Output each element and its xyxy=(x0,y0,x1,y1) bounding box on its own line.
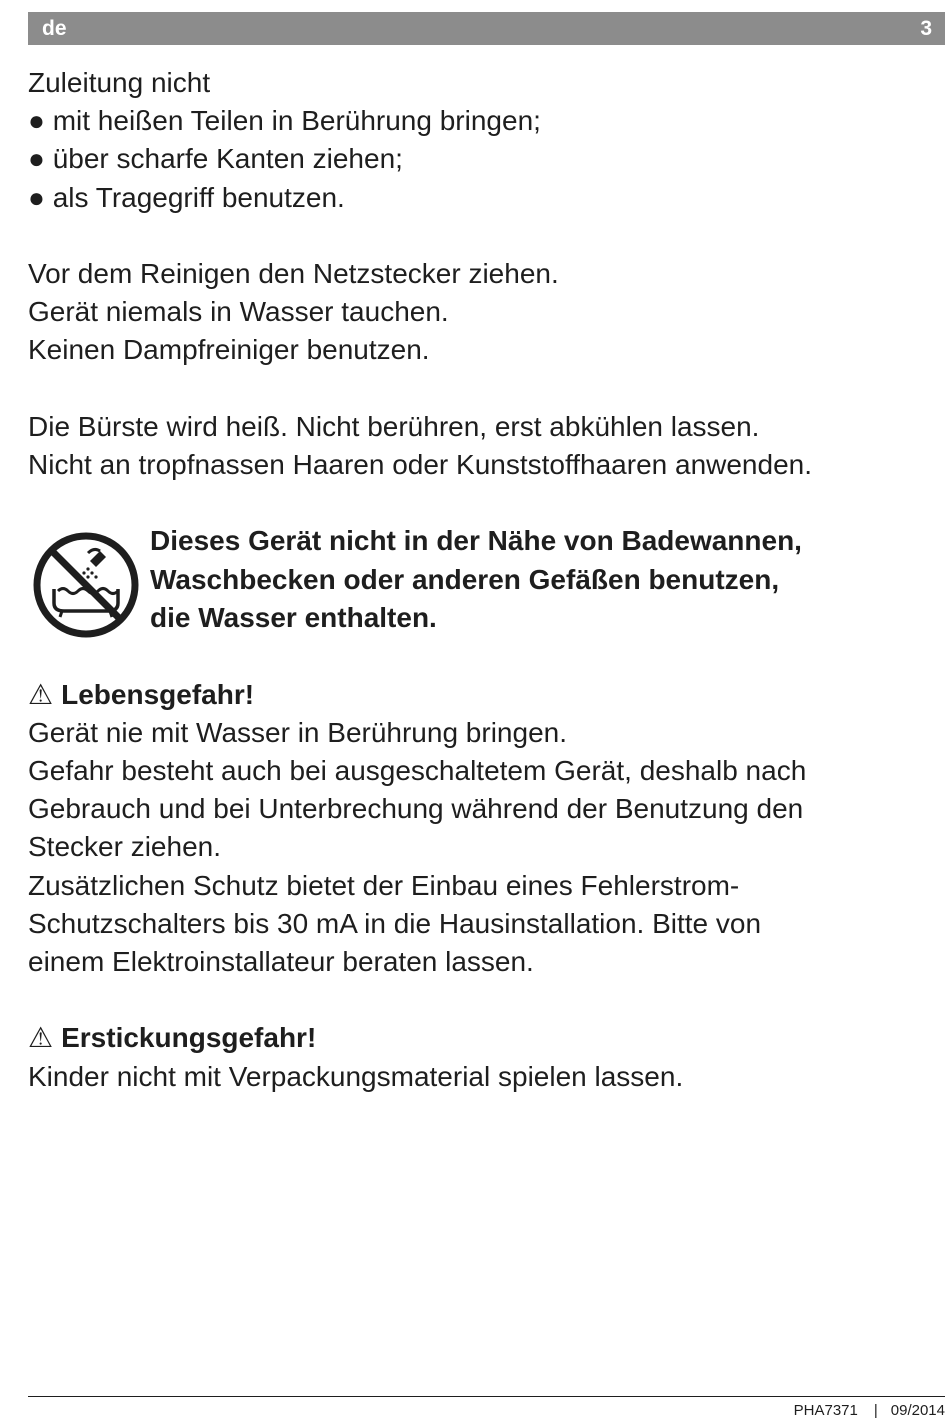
warning-triangle-icon: ⚠ xyxy=(28,1022,54,1054)
hot-brush-section xyxy=(28,408,928,484)
hot-brush-line: Nicht an tropfnassen Haaren oder Kunststoffhaaren anwenden. xyxy=(28,449,812,480)
life-danger-line: Schutzschalters bis 30 mA in die Hausinstallation. Bitte von xyxy=(28,907,762,939)
life-danger-line: Gefahr besteht auch bei ausgeschaltetem Gerät, deshalb nach xyxy=(28,754,807,786)
cord-section xyxy=(28,64,928,217)
suffocation-heading xyxy=(28,1019,928,1057)
water-warning-text xyxy=(150,522,802,637)
cleaning-line: Gerät niemals in Wasser tauchen. xyxy=(28,296,449,328)
no-bathtub-icon xyxy=(32,531,140,639)
cleaning-line: Keinen Dampfreiniger benutzen. xyxy=(28,334,430,366)
water-warning-line: Dieses Gerät nicht in der Nähe von Badewannen, xyxy=(150,525,802,557)
life-danger-section xyxy=(28,676,928,982)
footer xyxy=(794,1402,945,1419)
footer-divider xyxy=(28,1396,945,1397)
cleaning-section xyxy=(28,255,928,370)
cord-bullet: ● mit heißen Teilen in Berührung bringen; xyxy=(28,105,541,137)
life-danger-heading xyxy=(28,676,928,714)
suffocation-line: Kinder nicht mit Verpackungsmaterial spielen lassen. xyxy=(28,1060,684,1092)
water-warning-line: die Wasser enthalten. xyxy=(150,601,437,633)
page-number: 3 xyxy=(920,17,932,40)
suffocation-title: Erstickungsgefahr! xyxy=(61,1022,317,1054)
footer-separator: | xyxy=(873,1402,878,1419)
water-warning-line: Waschbecken oder anderen Gefäßen benutzen, xyxy=(150,563,780,595)
language-code: de xyxy=(42,17,67,40)
warning-triangle-icon: ⚠ xyxy=(28,678,54,710)
life-danger-line: einem Elektroinstallateur beraten lassen. xyxy=(28,946,534,977)
model-number: PHA7371 xyxy=(793,1402,858,1419)
header-bar xyxy=(28,12,945,45)
life-danger-line: Zusätzlichen Schutz bietet der Einbau eines Fehlerstrom- xyxy=(28,869,740,901)
edition-date: 09/2014 xyxy=(890,1402,945,1419)
suffocation-section xyxy=(28,1019,928,1095)
life-danger-line: Stecker ziehen. xyxy=(28,831,221,863)
hot-brush-line: Die Bürste wird heiß. Nicht berühren, erst abkühlen lassen. xyxy=(28,410,760,442)
life-danger-line: Gerät nie mit Wasser in Berührung bringen. xyxy=(28,716,567,748)
cord-bullet: ● als Tragegriff benutzen. xyxy=(28,181,345,213)
cleaning-line: Vor dem Reinigen den Netzstecker ziehen. xyxy=(28,258,559,289)
life-danger-title: Lebensgefahr! xyxy=(61,678,255,710)
cord-intro: Zuleitung nicht xyxy=(28,67,211,98)
water-warning xyxy=(28,522,928,637)
life-danger-line: Gebrauch und bei Unterbrechung während der Benutzung den xyxy=(28,793,804,825)
page-content xyxy=(28,64,928,1134)
cord-bullet: ● über scharfe Kanten ziehen; xyxy=(28,143,403,175)
